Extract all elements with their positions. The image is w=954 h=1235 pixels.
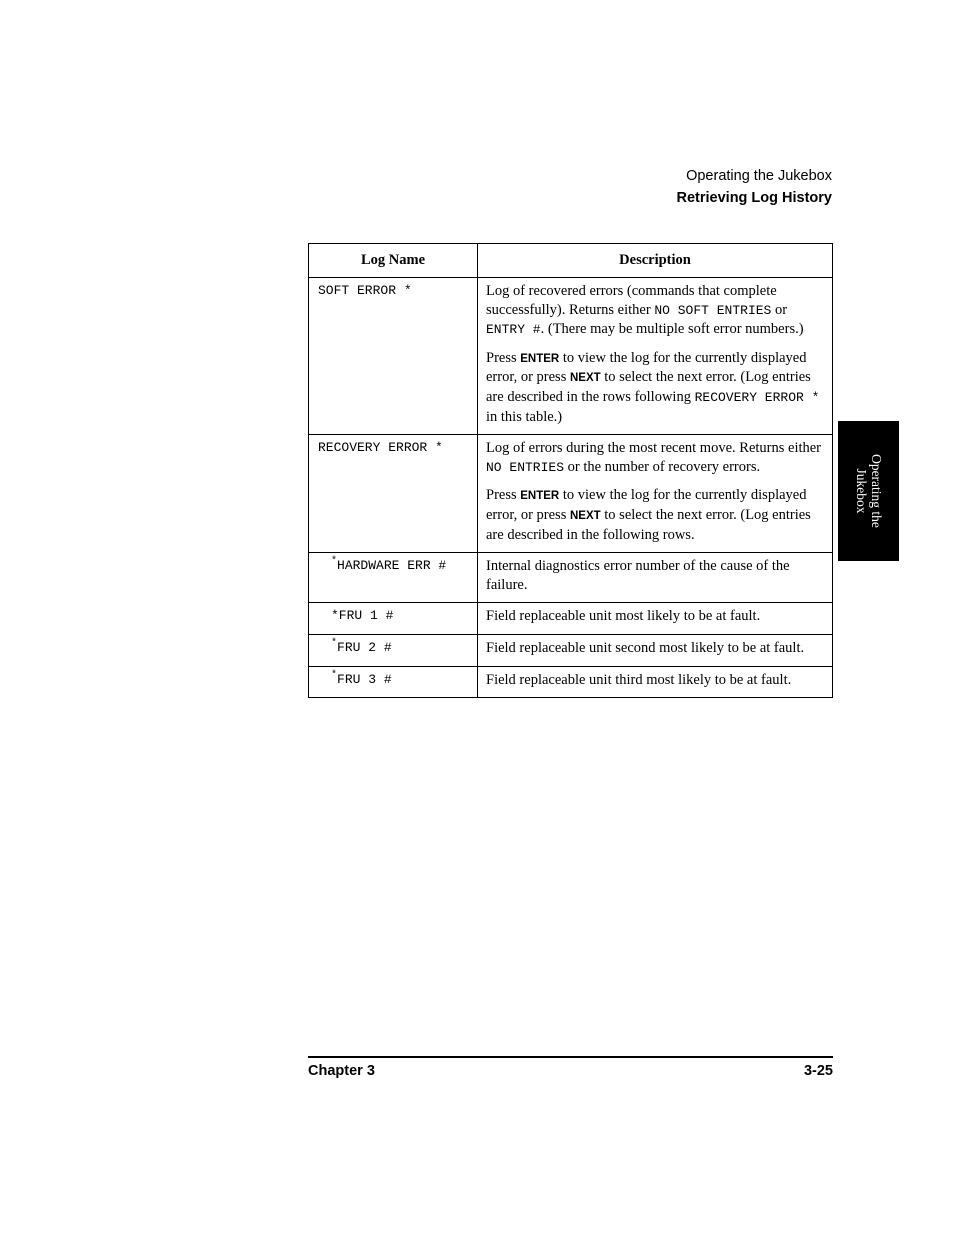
description-paragraph xyxy=(486,486,824,544)
log-history-table xyxy=(308,243,833,698)
code-text: NO ENTRIES xyxy=(486,459,565,475)
description-text: Log of errors during the most recent move. Returns either xyxy=(486,440,822,457)
description-text: Press xyxy=(486,487,521,504)
column-header-log-name: Log Name xyxy=(309,244,478,278)
log-name-cell: SOFT ERROR * xyxy=(309,278,478,435)
key-label: ENTER xyxy=(520,490,560,503)
table-row xyxy=(309,553,833,603)
log-name-cell xyxy=(309,666,478,698)
description-paragraph xyxy=(486,349,824,426)
description-text: to select the next error. (Log entries are described in the rows following xyxy=(486,369,811,405)
column-header-description: Description xyxy=(478,244,833,278)
table-row xyxy=(309,666,833,698)
side-tab-label xyxy=(854,454,884,528)
log-name-cell: *FRU 1 # xyxy=(309,603,478,635)
table-row xyxy=(309,278,833,435)
footer-rule xyxy=(308,1056,833,1058)
description-text: Log of recovered errors (commands that complete successfully). Returns either xyxy=(486,283,777,318)
table-header-row xyxy=(309,244,833,278)
table-row xyxy=(309,634,833,666)
description-cell: Internal diagnostics error number of the cause of the failure. xyxy=(478,553,833,603)
footnote-asterisk: * xyxy=(331,556,338,568)
side-tab-line: Operating the xyxy=(868,454,884,528)
header-subtitle: Retrieving Log History xyxy=(676,190,832,206)
header-title: Operating the Jukebox xyxy=(686,168,832,184)
page-footer xyxy=(308,1063,833,1079)
page-number: 3-25 xyxy=(803,1063,833,1079)
description-text: in this table.) xyxy=(486,408,563,425)
log-name-cell xyxy=(309,553,478,603)
description-text: or xyxy=(771,301,788,318)
footnote-asterisk: * xyxy=(331,637,338,649)
key-label: NEXT xyxy=(569,509,601,522)
description-text: . (There may be multiple soft error numbers.) xyxy=(540,321,804,338)
description-cell xyxy=(478,435,833,553)
description-text: Press xyxy=(486,349,521,366)
log-name-cell xyxy=(309,634,478,666)
description-cell: Field replaceable unit third most likely to be at fault. xyxy=(478,666,833,698)
key-label: ENTER xyxy=(520,352,560,365)
running-header xyxy=(677,165,833,209)
description-text: to select the next error. (Log entries are described in the following rows. xyxy=(486,506,811,543)
chapter-side-tab xyxy=(838,421,899,561)
log-name-text: FRU 2 # xyxy=(337,639,392,655)
code-text: NO SOFT ENTRIES xyxy=(654,302,772,318)
log-name-text: FRU 3 # xyxy=(337,671,392,687)
description-text: to view the log for the currently displayed error, or press xyxy=(486,349,807,386)
table-row xyxy=(309,603,833,635)
code-text: RECOVERY ERROR * xyxy=(694,389,820,405)
description-text: to view the log for the currently displayed error, or press xyxy=(486,487,807,523)
description-paragraph xyxy=(486,439,824,477)
log-name-cell: RECOVERY ERROR * xyxy=(309,435,478,553)
description-paragraph xyxy=(486,282,824,340)
log-name-text: HARDWARE ERR # xyxy=(337,558,447,574)
code-text: ENTRY # xyxy=(486,322,541,338)
description-cell: Field replaceable unit most likely to be at fault. xyxy=(478,603,833,635)
description-cell: Field replaceable unit second most likely to be at fault. xyxy=(478,634,833,666)
description-cell xyxy=(478,278,833,435)
key-label: NEXT xyxy=(569,372,601,385)
description-text: or the number of recovery errors. xyxy=(564,458,761,475)
side-tab-line: Jukebox xyxy=(853,468,869,514)
footer-chapter: Chapter 3 xyxy=(308,1063,375,1079)
footnote-asterisk: * xyxy=(331,669,338,681)
table-row xyxy=(309,435,833,553)
